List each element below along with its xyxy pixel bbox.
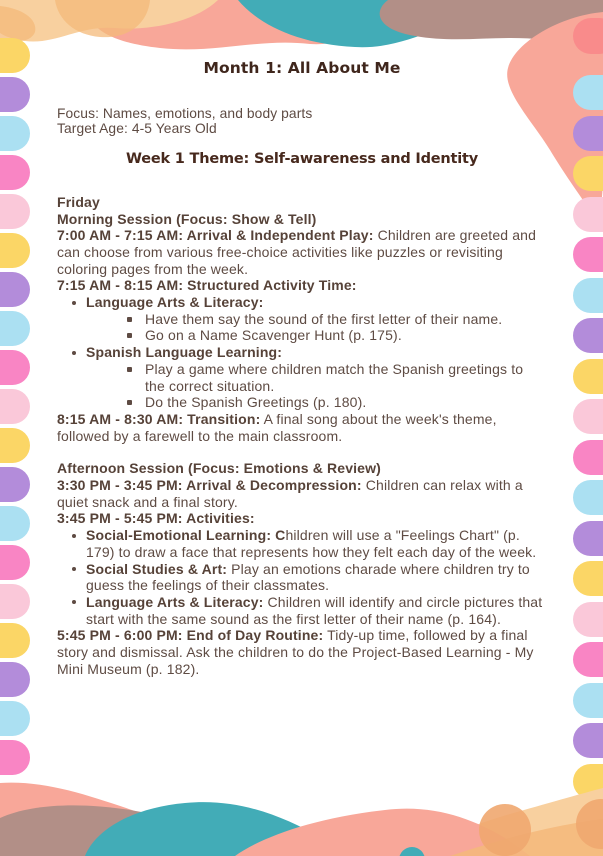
pill-shape [573, 318, 603, 353]
orange-circle-shape [576, 799, 603, 849]
mid-orange-blob-left [0, 6, 35, 41]
teal-sliver-shape [157, 0, 233, 15]
schedule-bullet-item: Social Studies & Art: Play an emotions charade where children try to guess the feelings of their classmates. [57, 561, 547, 594]
pill-shape [0, 155, 30, 190]
red-pill-shape [573, 18, 603, 54]
bullet-dot-icon [72, 534, 76, 538]
pill-shape [0, 506, 30, 541]
pill-shape [573, 116, 603, 151]
week-theme-title: Week 1 Theme: Self-awareness and Identity [125, 150, 479, 167]
bullet-dot-icon [72, 600, 76, 604]
mauve-wave-top [380, 0, 603, 41]
salmon-wave-bottom-left [0, 783, 258, 856]
focus-line: Focus: Names, emotions, and body parts [57, 106, 313, 121]
bullet-square-icon [127, 333, 132, 338]
bullet-dot-icon [72, 301, 76, 305]
pill-shape [573, 723, 603, 758]
deep-orange-wave-bottom [450, 819, 603, 856]
schedule-bullet-item: Spanish Language Learning: [57, 344, 547, 361]
pill-shape [0, 545, 30, 580]
pill-shape [0, 740, 30, 775]
pill-shape [573, 642, 603, 677]
pill-shape [0, 662, 30, 697]
schedule-bullet-item: Play a game where children match the Spanish greetings to the correct situation. [57, 361, 547, 394]
pill-shape [0, 233, 30, 268]
pill-shape [0, 467, 30, 502]
bullet-dot-icon [72, 567, 76, 571]
schedule-bullet-item: Social-Emotional Learning: Children will use a "Feelings Chart" (p. 179) to draw a face that represents how they felt each day of the week. [57, 527, 547, 560]
pill-shape [0, 350, 30, 385]
schedule-bullet-item: Do the Spanish Greetings (p. 180). [57, 394, 547, 411]
pill-shape [573, 764, 603, 799]
blank-line-spacer [57, 444, 547, 460]
pill-shape [573, 440, 603, 475]
section-heading: Friday [57, 193, 100, 210]
pill-shape [0, 38, 30, 73]
mid-orange-blob [55, 0, 150, 37]
pill-shape [573, 399, 603, 434]
pill-shape [573, 75, 603, 110]
pale-orange-wave-bottom [400, 788, 603, 856]
schedule-bullet-item: Go on a Name Scavenger Hunt (p. 175). [57, 327, 547, 344]
pill-shape [0, 116, 30, 151]
bullet-square-icon [127, 400, 132, 405]
salmon-wave-bottom-center [235, 809, 530, 856]
document-content [57, 58, 547, 678]
pill-shape [573, 602, 603, 637]
pill-shape [0, 428, 30, 463]
pill-shape [573, 197, 603, 232]
pill-shape [573, 561, 603, 596]
orange-circle-shape [479, 804, 531, 856]
pill-shape [573, 359, 603, 394]
pale-orange-wave [0, 0, 218, 42]
schedule-paragraph: 5:45 PM - 6:00 PM: End of Day Routine: Tidy-up time, followed by a final story and dismissal. Ask the children to do the Project-Based Learning - My Mini Museum (p. 182). [57, 627, 534, 677]
bullet-square-icon [127, 367, 132, 372]
teal-wave-top [238, 0, 603, 52]
pill-shape [573, 480, 603, 515]
pill-shape [573, 278, 603, 313]
schedule-bullet-item: Language Arts & Literacy: Children will identify and circle pictures that start with the same sound as the first letter of their name (p. 164). [57, 594, 547, 627]
section-heading: Afternoon Session (Focus: Emotions & Review) [57, 460, 381, 477]
pill-shape [573, 237, 603, 272]
target-age-line: Target Age: 4-5 Years Old [57, 121, 217, 137]
schedule-paragraph: 8:15 AM - 8:30 AM: Transition: A final song about the week's theme, followed by a farewell to the main classroom. [57, 410, 497, 444]
bottom-border-decoration [0, 746, 603, 856]
teal-wave-bottom [85, 802, 350, 856]
salmon-wave-left [89, 0, 372, 49]
schedule-paragraph: 3:45 PM - 5:45 PM: Activities: [57, 510, 255, 527]
pill-shape [0, 194, 30, 229]
pill-shape [0, 77, 30, 112]
red-pill-shape [0, 785, 30, 825]
bullet-square-icon [127, 317, 132, 322]
schedule-paragraph: 7:00 AM - 7:15 AM: Arrival & Independent Play: Children are greeted and can choose from various free-choice activities like puzzles or revisiting coloring pages from the week. [57, 227, 537, 277]
pill-shape [0, 584, 30, 619]
pill-shape [0, 389, 30, 424]
bullet-dot-icon [72, 351, 76, 355]
schedule-body [57, 194, 547, 678]
pill-shape [0, 272, 30, 307]
teal-sliver-bottom-shape [399, 847, 425, 856]
pill-shape [0, 623, 30, 658]
pill-shape [0, 701, 30, 736]
mauve-wave-bottom-left [0, 805, 252, 856]
schedule-paragraph: 7:15 AM - 8:15 AM: Structured Activity Time: [57, 277, 357, 294]
pill-shape [573, 156, 603, 191]
pill-shape [573, 683, 603, 718]
pill-shape [0, 311, 30, 346]
schedule-paragraph: 3:30 PM - 3:45 PM: Arrival & Decompression: Children can relax with a quiet snack and a final story. [57, 477, 523, 510]
schedule-bullet-item: Have them say the sound of the first letter of their name. [57, 311, 547, 328]
pill-shape [573, 521, 603, 556]
page-title: Month 1: All About Me [203, 59, 401, 77]
section-heading: Morning Session (Focus: Show & Tell) [57, 210, 317, 227]
schedule-bullet-item: Language Arts & Literacy: [57, 294, 547, 311]
